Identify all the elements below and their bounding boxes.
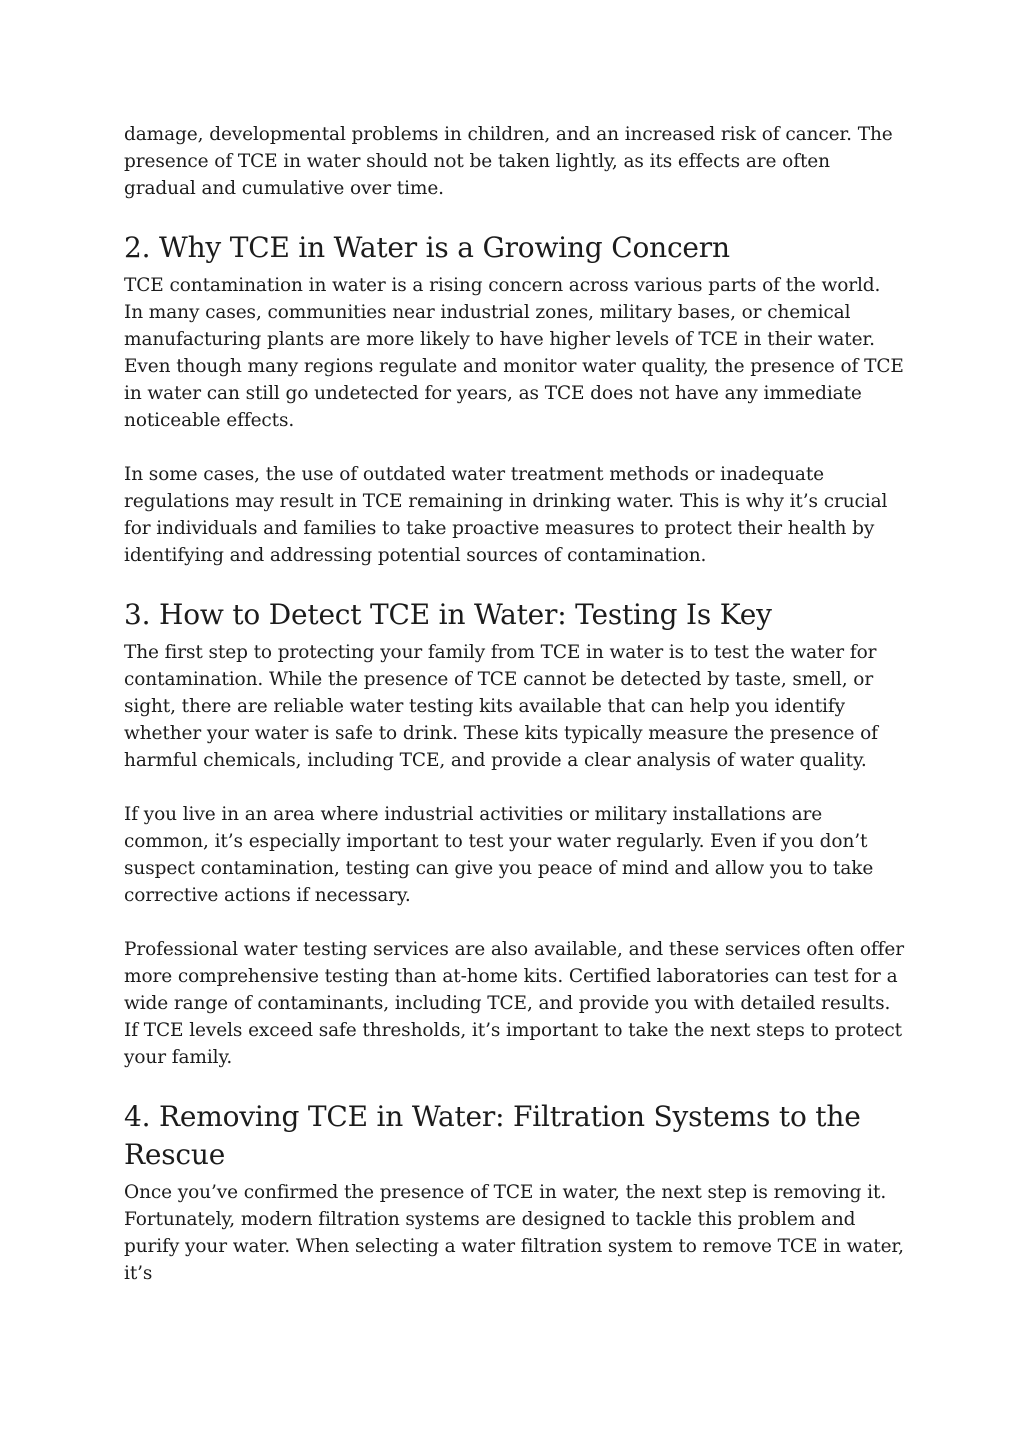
paragraph: If you live in an area where industrial activities or military installations are common, it’s especially important to test your water regularly. Even if you don’t suspect contamination, testing can give you peace of mind and allow you to take corrective actions if necessary. <box>124 804 874 906</box>
paragraph: Professional water testing services are also available, and these services often offer more comprehensive testing than at-home kits. Certified laboratories can test for a wide range of contaminants, including TCE, and provide you with detailed results. If TCE levels exceed safe thresholds, it’s important to take the next steps to protect your family. <box>124 939 904 1068</box>
paragraph: In some cases, the use of outdated water treatment methods or inadequate regulations may result in TCE remaining in drinking water. This is why it’s crucial for individuals and families to take proactive measures to protect their health by identifying and addressing potential sources of contamination. <box>124 464 888 566</box>
section-detect-tce <box>124 596 904 634</box>
paragraph: Once you’ve confirmed the presence of TCE in water, the next step is removing it. Fortunately, modern filtration systems are designed to tackle this problem and purify your water. When selecting a water filtration system to remove TCE in water, it’s <box>124 1182 904 1284</box>
intro-paragraph: damage, developmental problems in children, and an increased risk of cancer. The presence of TCE in water should not be taken lightly, as its effects are often gradual and cumulative over time. <box>124 124 893 199</box>
paragraph: TCE contamination in water is a rising concern across various parts of the world. In many cases, communities near industrial zones, military bases, or chemical manufacturing plants are more likely to have higher levels of TCE in their water. Even though many regions regulate and monitor water quality, the presence of TCE in water can still go undetected for years, as TCE does not have any immediate noticeable effects. <box>124 275 904 431</box>
section-heading: 3. How to Detect TCE in Water: Testing Is Key <box>124 598 772 631</box>
paragraph: The first step to protecting your family from TCE in water is to test the water for contamination. While the presence of TCE cannot be detected by taste, smell, or sight, there are reliable water testing kits available that can help you identify whether your water is safe to drink. These kits typically measure the presence of harmful chemicals, including TCE, and provide a clear analysis of water quality. <box>124 642 878 771</box>
section-heading: 4. Removing TCE in Water: Filtration Systems to the Rescue <box>124 1100 861 1171</box>
document-page <box>124 121 904 1287</box>
section-removing-tce <box>124 1098 904 1174</box>
section-why-tce <box>124 229 904 267</box>
section-heading: 2. Why TCE in Water is a Growing Concern <box>124 231 730 264</box>
